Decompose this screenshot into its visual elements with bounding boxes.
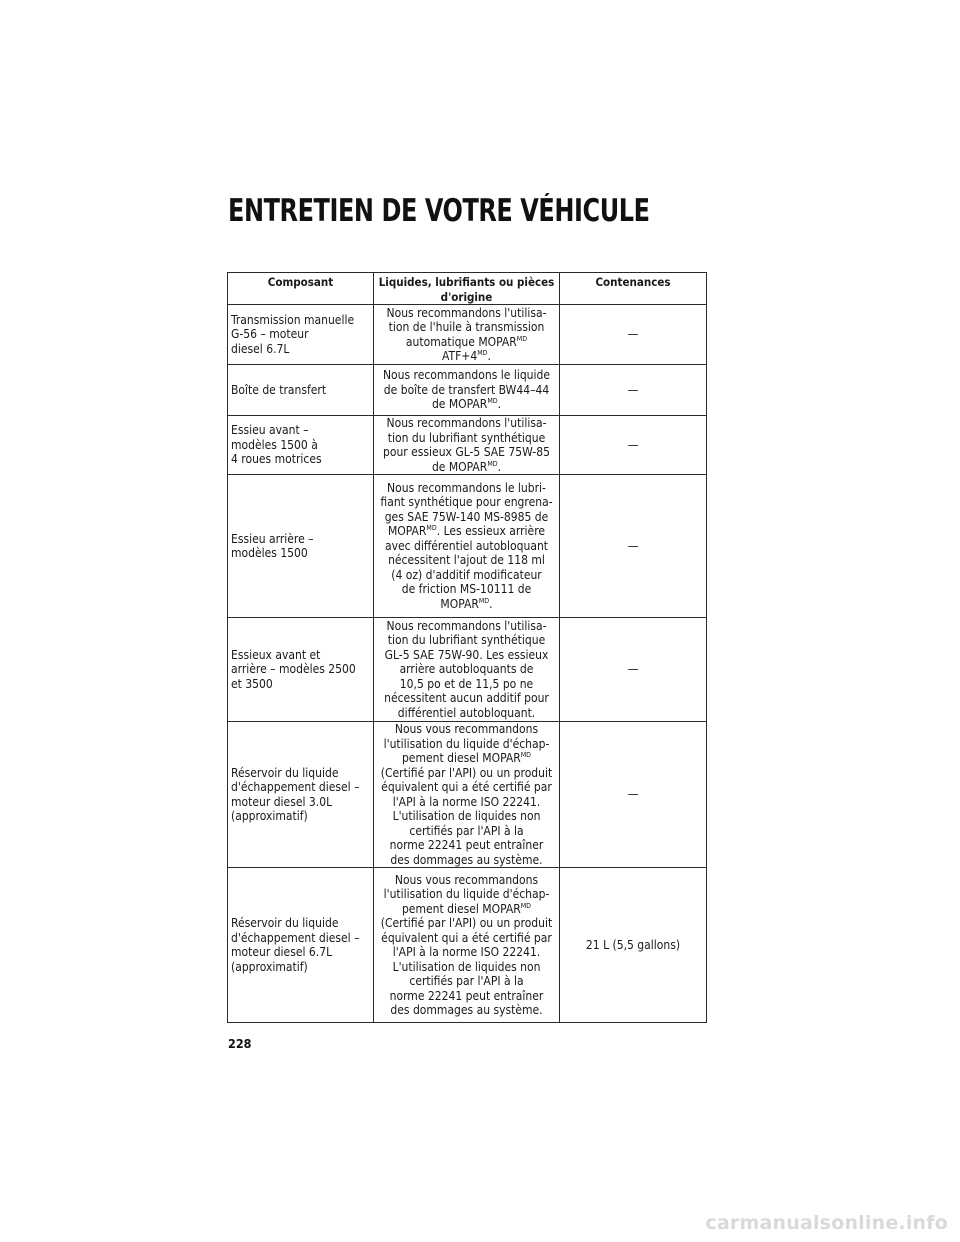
table-row xyxy=(228,868,707,1023)
cell-fluid: Nous recommandons le lubri- fiant synthétique pour engrena- ges SAE 75W-140 MS-8985 de $MOPAR^{MD}$. Les essieux arrière avec différentiel autobloquant nécessitent l'ajout de 118 ml (4 oz) d'additif modificateur de friction MS-10111 de $MOPAR^{MD}$. xyxy=(374,475,560,618)
cell-capacity: — xyxy=(560,618,707,722)
fluids-table-container xyxy=(227,272,706,1023)
cell-fluid: Nous vous recommandons l'utilisation du liquide d'échap- pement diesel $MOPAR^{MD}$ (Certifié par l'API) ou un produit équivalent qui a été certifié par l'API à la norme ISO 22241. L'utilisation de liquides non certifiés par l'API à la norme 22241 peut entraîner des dommages au système. xyxy=(374,868,560,1023)
table-row xyxy=(228,475,707,618)
cell-component: Réservoir du liquide d'échappement diesel – moteur diesel 3.0L (approximatif) xyxy=(228,722,374,868)
cell-capacity: — xyxy=(560,305,707,365)
cell-capacity: — xyxy=(560,365,707,416)
cell-capacity: — xyxy=(560,722,707,868)
page-number: 228 xyxy=(228,1036,252,1051)
cell-component: Essieu avant – modèles 1500 à 4 roues motrices xyxy=(228,416,374,475)
cell-fluid: Nous recommandons l'utilisa- tion du lubrifiant synthétique GL-5 SAE 75W-90. Les essieux arrière autobloquants de 10,5 po et de 11,5 po ne nécessitent aucun additif pour différentiel autobloquant. xyxy=(374,618,560,722)
cell-component: Transmission manuelle G-56 – moteur diesel 6.7L xyxy=(228,305,374,365)
cell-capacity: — xyxy=(560,475,707,618)
table-row xyxy=(228,305,707,365)
cell-component: Essieu arrière – modèles 1500 xyxy=(228,475,374,618)
header-fluids xyxy=(374,273,560,305)
cell-component: Boîte de transfert xyxy=(228,365,374,416)
cell-fluid: Nous vous recommandons l'utilisation du liquide d'échap- pement diesel $MOPAR^{MD}$ (Certifié par l'API) ou un produit équivalent qui a été certifié par l'API à la norme ISO 22241. L'utilisation de liquides non certifiés par l'API à la norme 22241 peut entraîner des dommages au système. xyxy=(374,722,560,868)
header-capacity: Contenances xyxy=(560,273,707,305)
header-component: Composant xyxy=(228,273,374,305)
table-row xyxy=(228,618,707,722)
header-fluids-line2: d'origine xyxy=(440,289,493,304)
table-row xyxy=(228,722,707,868)
table-row xyxy=(228,365,707,416)
fluids-capacities-table xyxy=(227,272,707,1023)
cell-capacity: 21 L (5,5 gallons) xyxy=(560,868,707,1023)
cell-fluid: Nous recommandons le liquide de boîte de transfert BW44–44 de $MOPAR^{MD}$. xyxy=(374,365,560,416)
table-header-row xyxy=(228,273,707,305)
header-fluids-line1: Liquides, lubrifiants ou pièces xyxy=(378,275,555,289)
page-title: ENTRETIEN DE VOTRE VÉHICULE xyxy=(228,193,650,229)
table-row xyxy=(228,416,707,475)
cell-fluid: Nous recommandons l'utilisa- tion du lubrifiant synthétique pour essieux GL-5 SAE 75W-85 de $MOPAR^{MD}$. xyxy=(374,416,560,475)
cell-capacity: — xyxy=(560,416,707,475)
cell-component: Essieux avant et arrière – modèles 2500 et 3500 xyxy=(228,618,374,722)
watermark: carmanualsonline.info xyxy=(705,1212,948,1234)
cell-fluid: Nous recommandons l'utilisa- tion de l'huile à transmission automatique $MOPAR^{MD}$ $ATF+4^{MD}$. xyxy=(374,305,560,365)
cell-component: Réservoir du liquide d'échappement diesel – moteur diesel 6.7L (approximatif) xyxy=(228,868,374,1023)
